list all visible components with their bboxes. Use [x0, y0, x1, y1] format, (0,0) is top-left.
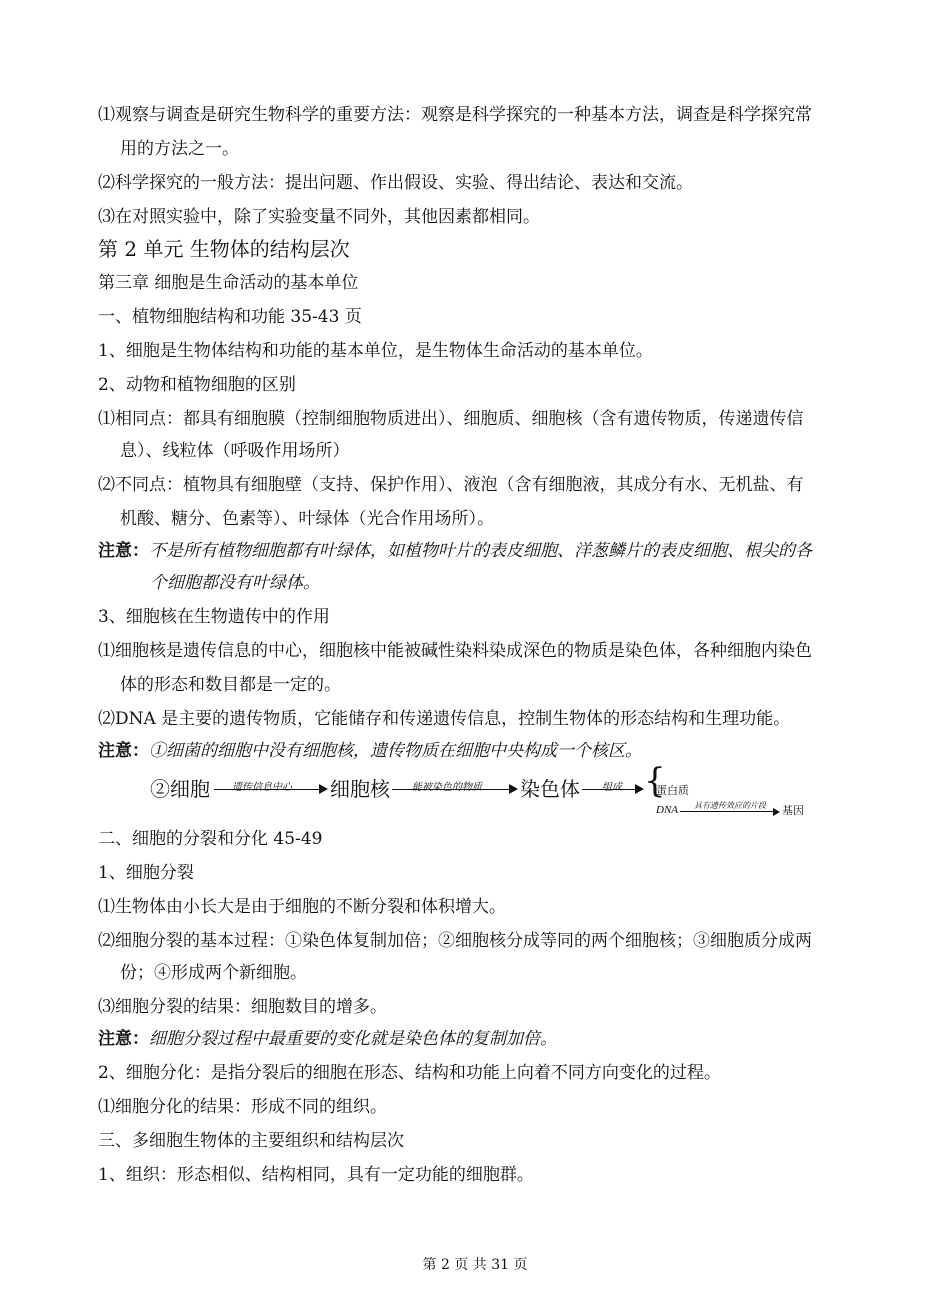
diagram-arrow-label-3: 组成 — [602, 782, 622, 793]
paragraph-division-process-1: ⑵细胞分裂的基本过程：①染色体复制加倍；②细胞核分成等同的两个细胞核；③细胞质分成两 — [98, 931, 812, 951]
note-1 — [98, 540, 812, 562]
cell-heredity-diagram — [150, 761, 830, 822]
section-heading-2: 二、细胞的分裂和分化 45-49 — [98, 829, 323, 849]
note-1-continued: 个细胞都没有叶绿体。 — [150, 573, 320, 593]
paragraph-division-process-2: 份；④形成两个新细胞。 — [120, 963, 307, 983]
paragraph-observation-1: ⑴观察与调查是研究生物科学的重要方法：观察是科学探究的一种基本方法，调查是科学探究常 — [98, 105, 812, 125]
paragraph-nucleus-1: ⑴细胞核是遗传信息的中心，细胞核中能被碱性染料染成深色的物质是染色体，各种细胞内染色 — [98, 641, 812, 661]
unit-heading: 第 2 单元 生物体的结构层次 — [98, 237, 350, 261]
paragraph-similarity-2: 息）、线粒体（呼吸作用场所） — [120, 441, 350, 461]
diagram-node-chromosome: 染色体 — [520, 777, 580, 801]
paragraph-difference-1: ⑵不同点：植物具有细胞壁（支持、保护作用）、液泡（含有细胞液，其成分有水、无机盐、有 — [98, 475, 804, 495]
diagram-arrow-label-1: 遗传信息中心 — [232, 782, 292, 793]
diagram-node-gene: 基因 — [782, 804, 804, 817]
section-heading-1: 一、植物细胞结构和功能 35-43 页 — [98, 307, 362, 327]
paragraph-cell-difference: 2、动物和植物细胞的区别 — [98, 375, 296, 395]
paragraph-nucleus-role: 3、细胞核在生物遗传中的作用 — [98, 607, 330, 627]
note-3 — [98, 1028, 557, 1050]
note-2 — [98, 740, 642, 762]
paragraph-cell-basic-unit: 1、细胞是生物体结构和功能的基本单位，是生物体生命活动的基本单位。 — [98, 341, 653, 361]
diagram-branch-protein: 蛋白质 — [656, 784, 689, 797]
diagram-node-nucleus: 细胞核 — [330, 777, 390, 801]
paragraph-nucleus-2: 体的形态和数目都是一定的。 — [120, 675, 341, 695]
chapter-heading: 第三章 细胞是生命活动的基本单位 — [98, 273, 359, 293]
paragraph-cell-division: 1、细胞分裂 — [98, 863, 194, 883]
diagram-branch-dna: DNA — [656, 804, 678, 816]
note-label: 注意： — [98, 741, 149, 761]
paragraph-difference-2: 机酸、糖分、色素等）、叶绿体（光合作用场所）。 — [120, 509, 494, 529]
note-text: ①细菌的细胞中没有细胞核，遗传物质在细胞中央构成一个核区。 — [149, 741, 642, 761]
note-text: 细胞分裂过程中最重要的变化就是染色体的复制加倍。 — [149, 1029, 557, 1049]
diagram-arrow-label-4: 具有遗传效应的片段 — [694, 801, 766, 810]
diagram-node-cell: ②细胞 — [150, 777, 210, 801]
paragraph-dna: ⑵DNA 是主要的遗传物质，它能储存和传递遗传信息，控制生物体的形态结构和生理功能。 — [98, 709, 791, 729]
paragraph-observation-2: 用的方法之一。 — [120, 139, 239, 159]
paragraph-tissue: 1、组织：形态相似、结构相同，具有一定功能的细胞群。 — [98, 1165, 534, 1185]
note-text: 不是所有植物细胞都有叶绿体，如植物叶片的表皮细胞、洋葱鳞片的表皮细胞、根尖的各 — [149, 541, 812, 561]
paragraph-differentiation-result: ⑴细胞分化的结果：形成不同的组织。 — [98, 1097, 387, 1117]
paragraph-cell-differentiation: 2、细胞分化：是指分裂后的细胞在形态、结构和功能上向着不同方向变化的过程。 — [98, 1063, 721, 1083]
diagram-arrow-label-2: 能被染色的物质 — [412, 782, 482, 793]
note-label: 注意： — [98, 1029, 149, 1049]
paragraph-division-result: ⑶细胞分裂的结果：细胞数目的增多。 — [98, 997, 387, 1017]
note-label: 注意： — [98, 541, 149, 561]
paragraph-similarity-1: ⑴相同点：都具有细胞膜（控制细胞物质进出）、细胞质、细胞核（含有遗传物质，传递遗传信 — [98, 409, 804, 429]
section-heading-3: 三、多细胞生物体的主要组织和结构层次 — [98, 1131, 404, 1151]
paragraph-inquiry-method: ⑵科学探究的一般方法：提出问题、作出假设、实验、得出结论、表达和交流。 — [98, 173, 693, 193]
diagram-brace: { — [644, 761, 666, 801]
paragraph-controlled-experiment: ⑶在对照实验中，除了实验变量不同外，其他因素都相同。 — [98, 207, 540, 227]
paragraph-division-growth: ⑴生物体由小长大是由于细胞的不断分裂和体积增大。 — [98, 897, 506, 917]
page-footer: 第 2 页 共 31 页 — [422, 1257, 528, 1273]
